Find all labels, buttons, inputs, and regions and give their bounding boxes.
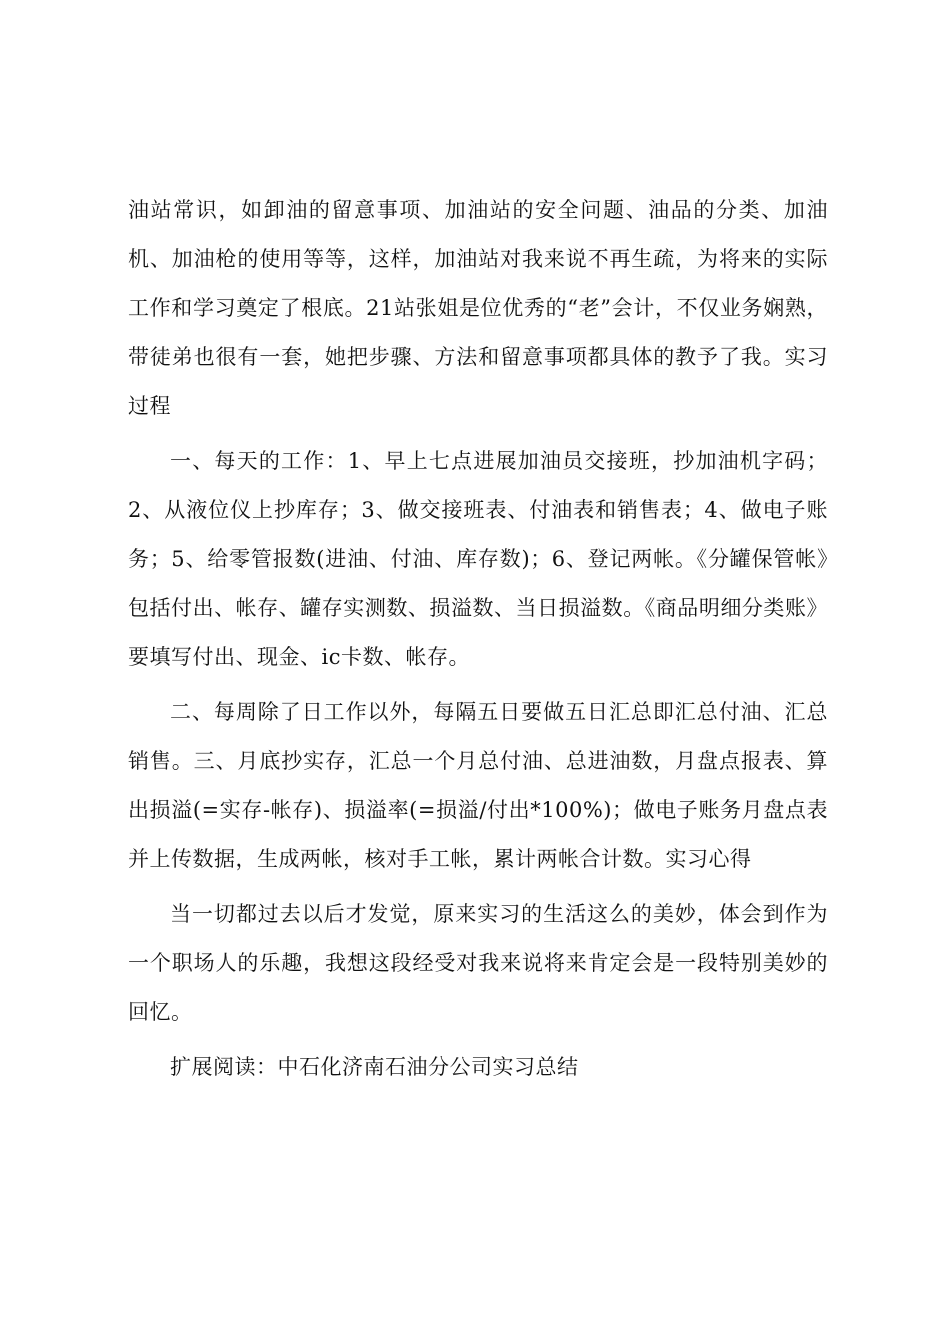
document-body xyxy=(128,186,828,1092)
paragraph-extended-reading: 扩展阅读：中石化济南石油分公司实习总结 xyxy=(170,1055,579,1079)
paragraph-weekly-monthly-work: 二、每周除了日工作以外，每隔五日要做五日汇总即汇总付油、汇总销售。三、月底抄实存，汇总一个月总付油、总进油数，月盘点报表、算出损溢(=实存-帐存)、损溢率(=损溢/付出*100%)；做电子账务月盘点表并上传数据，生成两帐，核对手工帐，累计两帐合计数。实习心得 xyxy=(128,700,828,871)
paragraph-station-knowledge: 油站常识，如卸油的留意事项、加油站的安全问题、油品的分类、加油机、加油枪的使用等等，这样，加油站对我来说不再生疏，为将来的实际工作和学习奠定了根底。21站张姐是位优秀的“老”会计，不仅业务娴熟，带徒弟也很有一套，她把步骤、方法和留意事项都具体的教予了我。实习过程 xyxy=(128,198,828,418)
paragraph-daily-work: 一、每天的工作：1、早上七点进展加油员交接班，抄加油机字码；2、从液位仪上抄库存；3、做交接班表、付油表和销售表；4、做电子账务；5、给零管报数(进油、付油、库存数)；6、登记两帐。《分罐保管帐》包括付出、帐存、罐存实测数、损溢数、当日损溢数。《商品明细分类账》要填写付出、现金、ic卡数、帐存。 xyxy=(128,449,828,669)
paragraph-reflection: 当一切都过去以后才发觉，原来实习的生活这么的美妙，体会到作为一个职场人的乐趣，我想这段经受对我来说将来肯定会是一段特别美妙的回忆。 xyxy=(128,902,828,1024)
